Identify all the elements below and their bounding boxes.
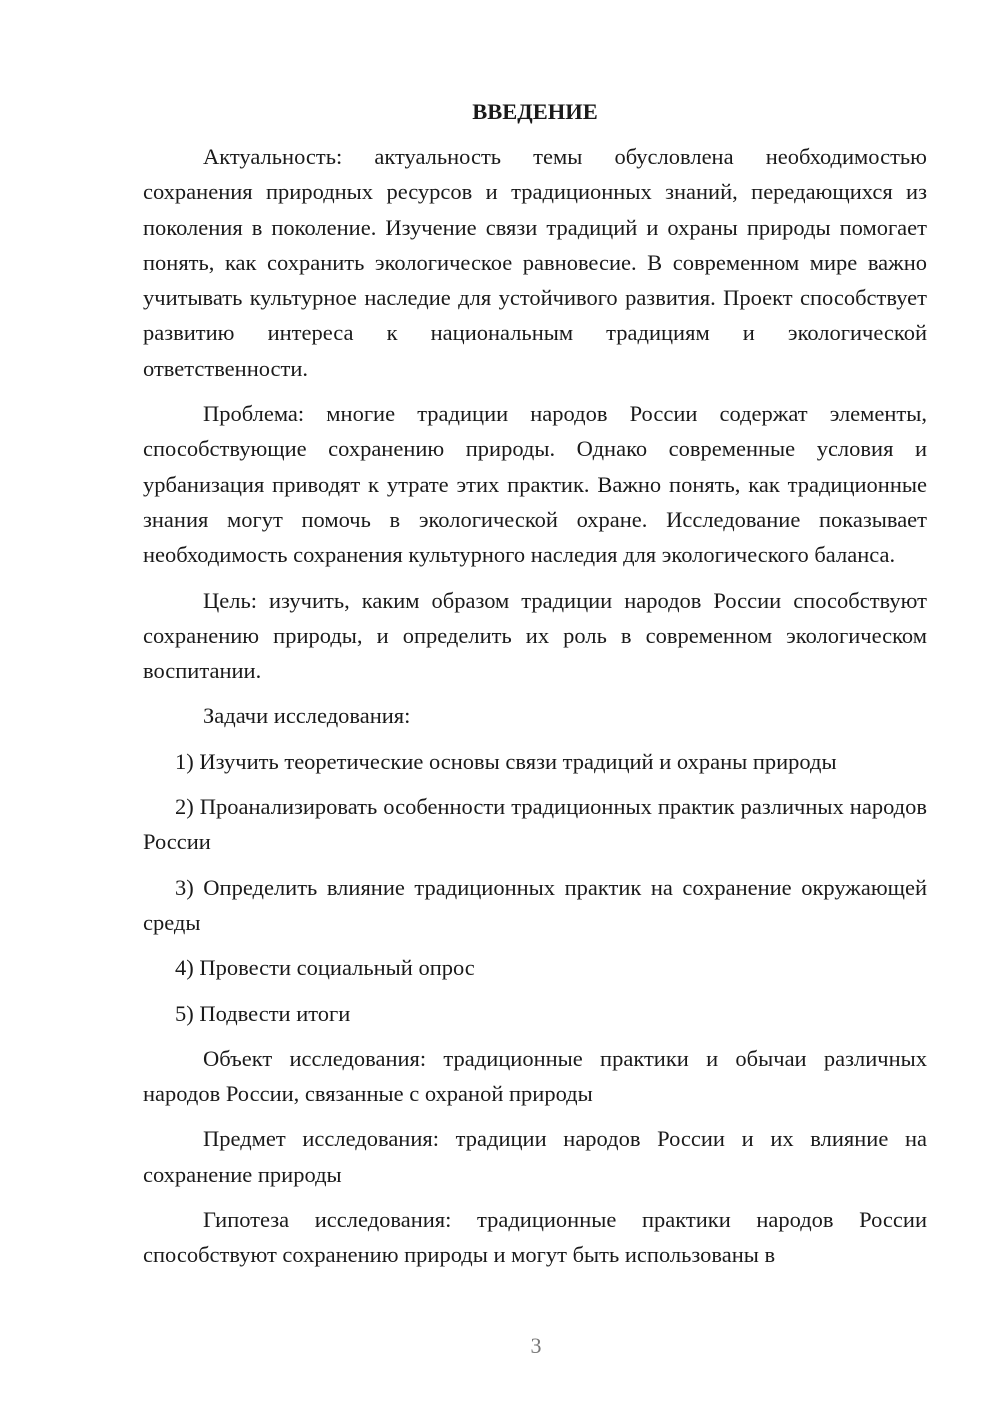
page-title: ВВЕДЕНИЕ bbox=[472, 99, 598, 124]
document-page bbox=[143, 94, 927, 1283]
problem-paragraph: Проблема: многие традиции народов России содержат элементы, способствующие сохранению природы. Однако современные условия и урбанизация приводят к утрате этих практик. Важно понять, как традиционные знания могут помочь в экологической охране. Исследование показывает необходимость сохранения культурного наследия для экологического баланса. bbox=[143, 401, 927, 568]
task-item-4: 4) Провести социальный опрос bbox=[175, 955, 475, 981]
task-item-1: 1) Изучить теоретические основы связи традиций и охраны природы bbox=[175, 748, 837, 774]
object-paragraph: Объект исследования: традиционные практики и обычаи различных народов России, связанные с охраной природы bbox=[143, 1045, 927, 1107]
task-item-2: 2) Проанализировать особенности традиционных практик различных народов России bbox=[143, 794, 927, 855]
task-item-5: 5) Подвести итоги bbox=[175, 1000, 351, 1026]
tasks-heading: Задачи исследования: bbox=[203, 703, 411, 729]
page-number: 3 bbox=[530, 1333, 542, 1358]
relevance-paragraph: Актуальность: актуальность темы обусловлена необходимостью сохранения природных ресурсов и традиционных знаний, передающихся из поколения в поколение. Изучение связи традиций и охраны природы помогает понять, как сохранить экологическое равновесие. В современном мире важно учитывать культурное наследие для устойчивого развития. Проект способствует развитию интереса к национальным традициям и экологической ответственности. bbox=[143, 144, 927, 381]
task-item-3: 3) Определить влияние традиционных практик на сохранение окружающей среды bbox=[143, 874, 927, 935]
subject-paragraph: Предмет исследования: традиции народов России и их влияние на сохранение природы bbox=[143, 1126, 927, 1187]
hypothesis-paragraph: Гипотеза исследования: традиционные практики народов России способствуют сохранению природы и могут быть использованы в bbox=[143, 1207, 927, 1268]
goal-paragraph: Цель: изучить, каким образом традиции народов России способствуют сохранению природы, и определить их роль в современном экологическом воспитании. bbox=[143, 587, 927, 684]
